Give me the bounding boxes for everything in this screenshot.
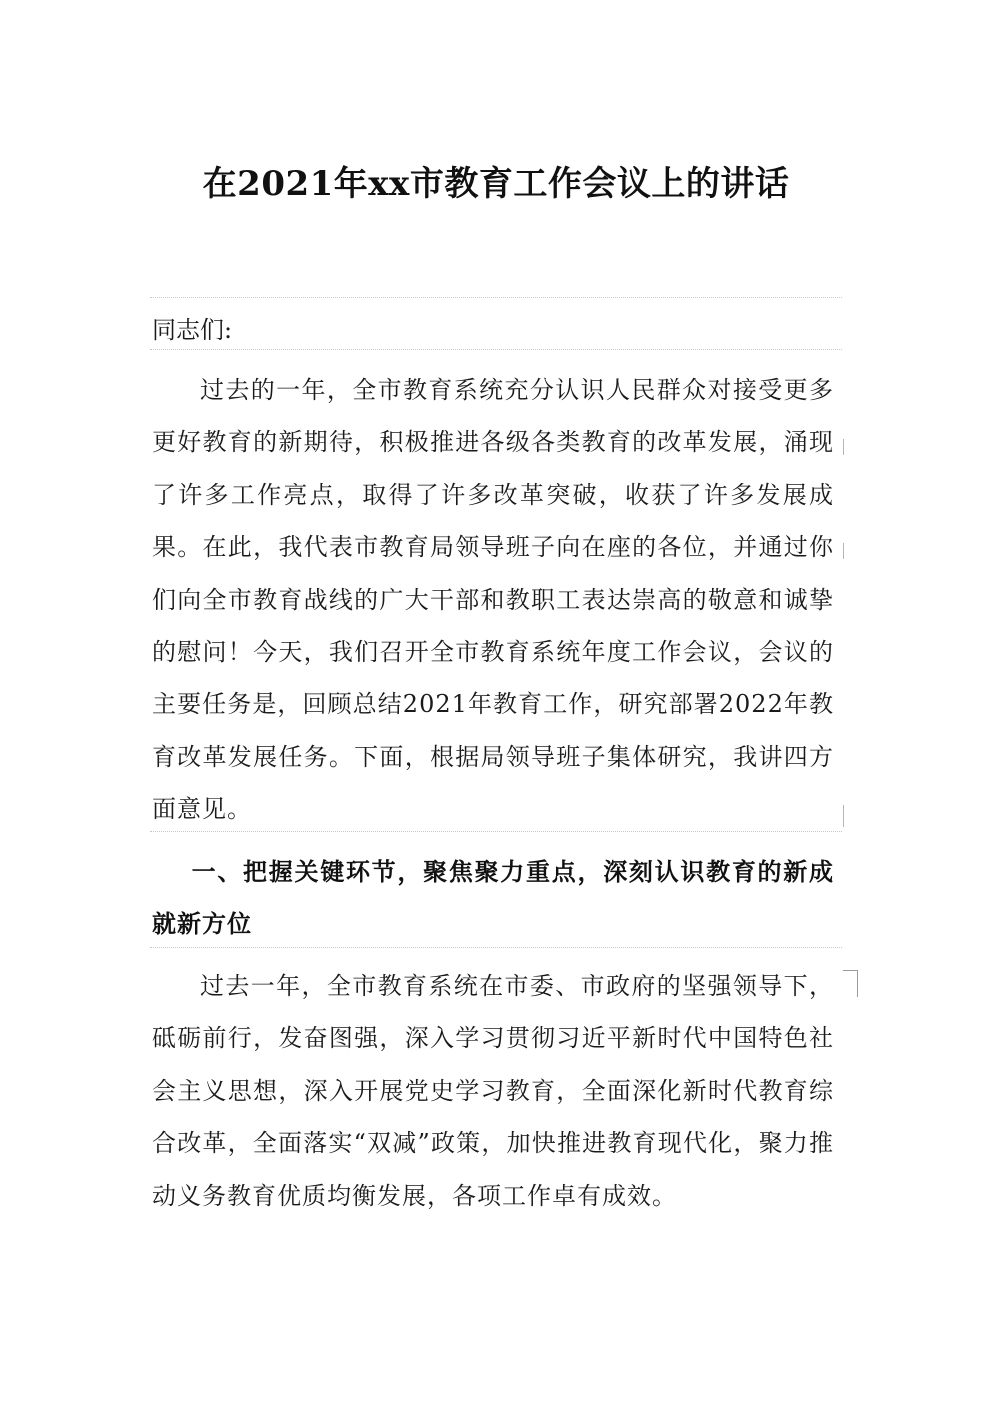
margin-bracket-mark: [843, 970, 858, 997]
section-heading-1: 一、把握关键环节，聚焦聚力重点，深刻认识教育的新成就新方位: [152, 857, 834, 938]
separator-line: [150, 831, 842, 832]
body-paragraph-2: 过去一年，全市教育系统在市委、市政府的坚强领导下，砥砺前行，发奋图强，深入学习贯彻习近平新时代中国特色社会主义思想，深入开展党史学习教育，全面深化新时代教育综合改革，全面落实“双减”政策，加快推进教育现代化，聚力推动义务教育优质均衡发展，各项工作卓有成效。: [152, 972, 834, 1210]
document-title: 在2021年xx市教育工作会议上的讲话: [202, 164, 790, 204]
separator-line: [150, 947, 842, 948]
separator-line: [150, 297, 842, 298]
margin-mark: [843, 543, 844, 559]
margin-mark: [843, 439, 844, 455]
body-paragraph-1: 过去的一年，全市教育系统充分认识人民群众对接受更多更好教育的新期待，积极推进各级各类教育的改革发展，涌现了许多工作亮点，取得了许多改革突破，收获了许多发展成果。在此，我代表市教育局领导班子向在座的各位，并通过你们向全市教育战线的广大干部和教职工表达崇高的敬意和诚挚的慰问！今天，我们召开全市教育系统年度工作会议，会议的主要任务是，回顾总结2021年教育工作，研究部署2022年教育改革发展任务。下面，根据局领导班子集体研究，我讲四方面意见。: [152, 376, 834, 824]
margin-mark: [843, 805, 844, 827]
salutation: 同志们:: [152, 316, 233, 344]
separator-line: [150, 349, 842, 350]
